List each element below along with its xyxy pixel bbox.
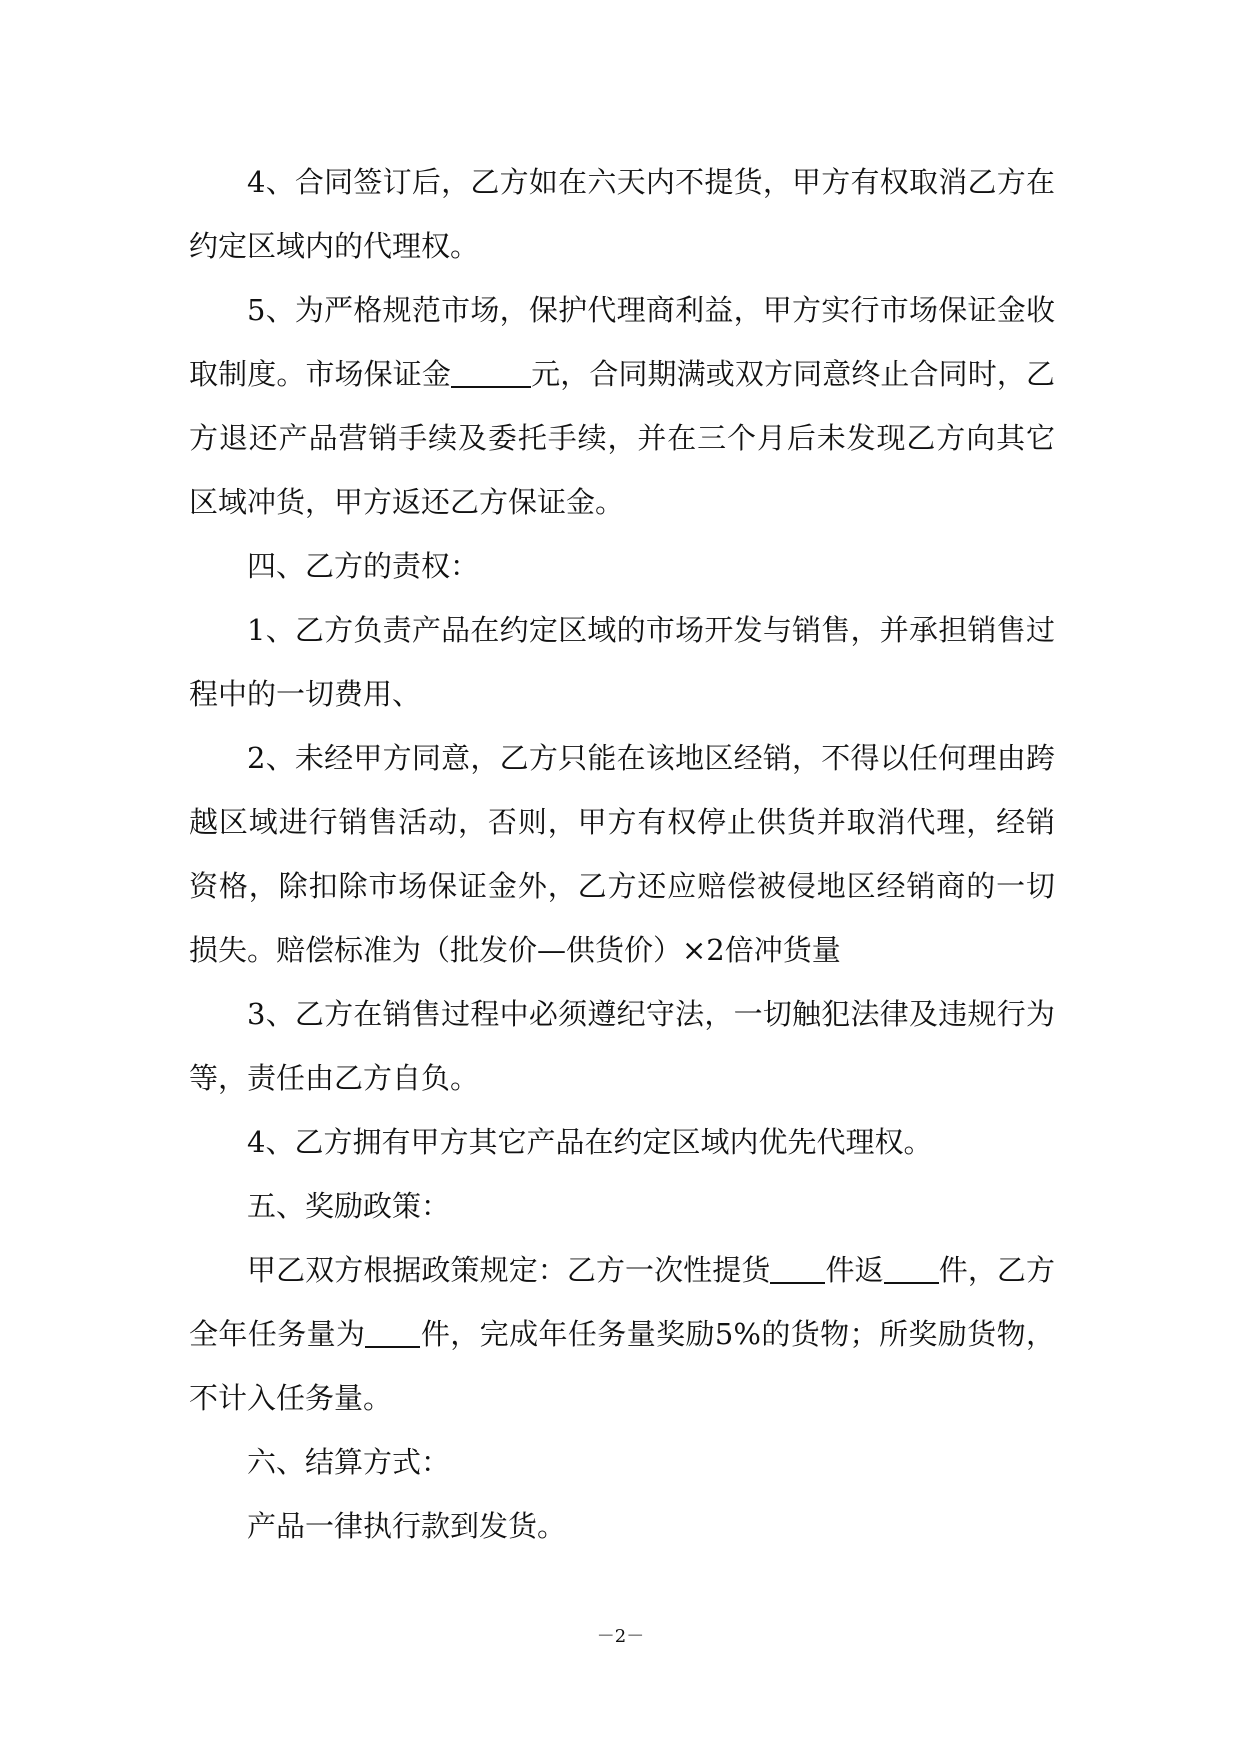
paragraph-b-clause-4: 4、乙方拥有甲方其它产品在约定区域内优先代理权。 bbox=[247, 1125, 933, 1159]
paragraph-settlement: 产品一律执行款到发货。 bbox=[247, 1509, 567, 1543]
reward-text-4: 件，完成年任务量奖励5%的货物；所奖励货物，不计入任务量。 bbox=[189, 1317, 1055, 1415]
paragraph-b-clause-1: 1、乙方负责产品在约定区域的市场开发与销售，并承担销售过程中的一切费用、 bbox=[189, 613, 1055, 711]
section-heading-5: 五、奖励政策： bbox=[247, 1189, 451, 1223]
reward-text-2: 件返 bbox=[825, 1253, 884, 1287]
paragraph-b-clause-3: 3、乙方在销售过程中必须遵纪守法，一切触犯法律及违规行为等，责任由乙方自负。 bbox=[189, 997, 1055, 1095]
section-heading-4: 四、乙方的责权： bbox=[247, 549, 480, 583]
clause-5-text-start: 5、为严格规范市场，保护代理商利益，甲方实行市场保证金收取制度。市场保证金 bbox=[189, 293, 1055, 391]
page-number: －2－ bbox=[596, 1626, 645, 1647]
return-quantity-blank bbox=[884, 1252, 939, 1284]
paragraph-clause-5 bbox=[189, 278, 1055, 534]
pickup-quantity-blank bbox=[770, 1252, 825, 1284]
paragraph-clause-4: 4、合同签订后，乙方如在六天内不提货，甲方有权取消乙方在约定区域内的代理权。 bbox=[189, 165, 1055, 263]
annual-quota-blank bbox=[365, 1316, 420, 1348]
paragraph-reward-policy bbox=[189, 1238, 1055, 1430]
document-body bbox=[189, 150, 1055, 1558]
reward-text-1: 甲乙双方根据政策规定：乙方一次性提货 bbox=[247, 1253, 771, 1287]
section-heading-6: 六、结算方式： bbox=[247, 1445, 451, 1479]
paragraph-b-clause-2: 2、未经甲方同意，乙方只能在该地区经销，不得以任何理由跨越区域进行销售活动，否则，甲方有权停止供货并取消代理，经销资格，除扣除市场保证金外，乙方还应赔偿被侵地区经销商的一切损失。赔偿标准为（批发价—供货价）×2倍冲货量 bbox=[189, 741, 1055, 967]
deposit-amount-blank bbox=[451, 356, 531, 388]
reward-text-3: 件，乙方全年任务量为 bbox=[189, 1253, 1055, 1351]
clause-5-text-end: 元，合同期满或双方同意终止合同时，乙方退还产品营销手续及委托手续，并在三个月后未发现乙方向其它区域冲货，甲方返还乙方保证金。 bbox=[189, 357, 1055, 519]
